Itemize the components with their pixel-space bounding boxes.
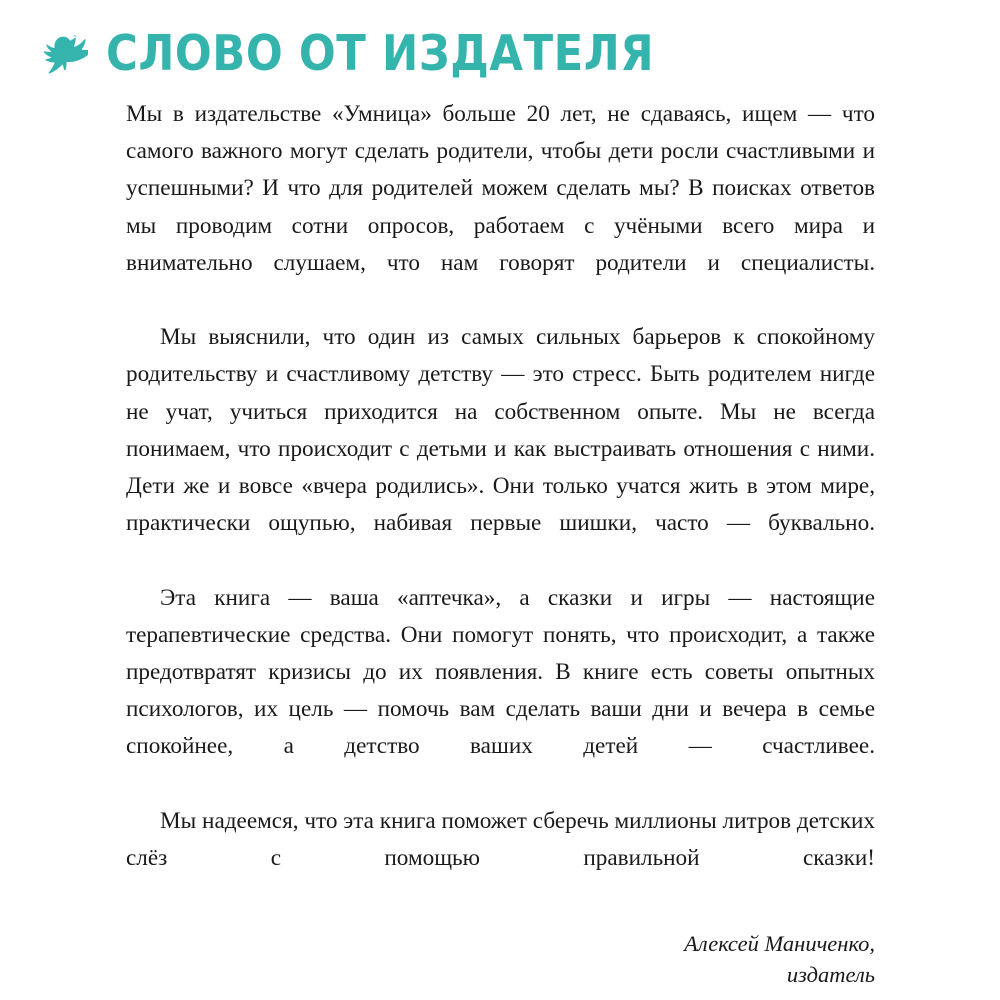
dove-icon [36,30,88,76]
paragraph-2: Мы выяснили, что один из самых сильных барьеров к спокойному родительству и счастливому детству — это стресс. Быть родителем нигде не учат, учиться приходится на собственном опыте. Мы не всегда понимаем, что происходит с детьми и как выстраивать отношения с ними. Дети же и вовсе «вчера родились». Они только учатся жить в этом мире, практически ощупью, набивая первые шишки, часто — буквально. [126,324,875,537]
paragraph-1: Мы в издательстве «Умница» больше 20 лет, не сдаваясь, ищем — что самого важного могут сделать родители, чтобы дети росли счастливыми и успешными? И что для родителей можем сделать мы? В поисках ответов мы проводим сотни опросов, работаем с учёными всего мира и внимательно слушаем, что нам говорят родители и специалисты. [126,101,875,276]
signature-name: Алексей Маниченко, [684,931,875,956]
signature-block [684,928,875,990]
page-title: СЛОВО ОТ ИЗДАТЕЛЯ [106,24,655,82]
paragraph-4: Мы надеемся, что эта книга поможет сберечь миллионы литров детских слёз с помощью правильной сказки! [126,807,875,872]
signature-role: издатель [786,962,875,987]
article-body [126,96,875,914]
page-header [36,22,725,84]
paragraph-3: Эта книга — ваша «аптечка», а сказки и игры — настоящие терапевтические средства. Они помогут понять, что происходит, а также предотвратят кризисы до их появления. В книге есть советы опытных психологов, их цель — помочь вам сделать ваши дни и вечера в семье спокойнее, а детство ваших детей — счастливее. [126,584,875,760]
